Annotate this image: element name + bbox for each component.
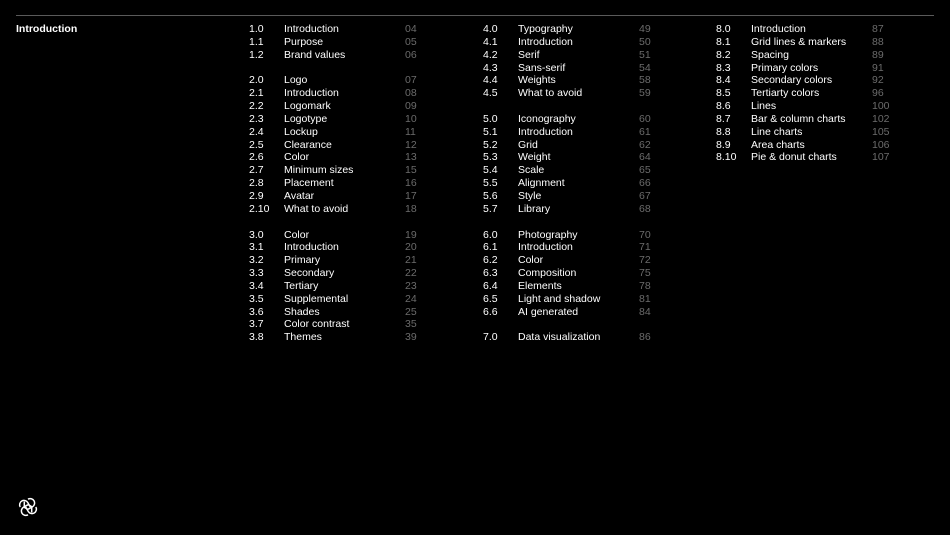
toc-entry[interactable] (249, 49, 429, 62)
toc-entry-label: Line charts (751, 125, 803, 138)
toc-entry-label: Color (284, 228, 310, 241)
toc-entry-number: 2.0 (249, 74, 264, 87)
toc-entry-page: 84 (639, 305, 651, 318)
toc-entry-page: 81 (639, 292, 651, 305)
toc-entry-number: 2.9 (249, 189, 264, 202)
toc-entry-label: Logomark (284, 100, 331, 113)
toc-entry-number: 8.0 (716, 23, 731, 35)
toc-entry-number: 2.7 (249, 164, 264, 177)
toc-entry[interactable] (249, 254, 429, 267)
toc-entry-page: 60 (639, 112, 651, 125)
toc-entry[interactable] (249, 267, 429, 280)
toc-entry-page: 67 (639, 189, 651, 202)
toc-entry-label: What to avoid (518, 87, 583, 100)
toc-entry-label: Lines (751, 100, 777, 113)
toc-column-3 (716, 23, 896, 164)
toc-entry-label: Iconography (518, 112, 576, 125)
toc-entry-number: 1.2 (249, 48, 264, 61)
toc-entry[interactable] (716, 100, 896, 113)
toc-entry-label: Placement (284, 177, 334, 190)
toc-entry-page: 19 (405, 228, 417, 241)
toc-entry-label: AI generated (518, 305, 579, 318)
toc-entry-number: 2.8 (249, 177, 264, 190)
toc-entry-label: Pie & donut charts (751, 151, 837, 164)
top-rule (16, 15, 934, 16)
toc-entry-number: 5.3 (483, 151, 498, 164)
toc-entry-label: Style (518, 189, 542, 202)
toc-entry-number: 3.3 (249, 267, 264, 280)
toc-entry-label: Clearance (284, 138, 332, 151)
toc-entry-page: 10 (405, 112, 417, 125)
section-gap (249, 216, 429, 229)
toc-entry[interactable] (249, 36, 429, 49)
toc-entry-number: 6.0 (483, 228, 498, 241)
toc-entry-number: 5.4 (483, 164, 498, 177)
section-gap (483, 318, 663, 331)
toc-entry-page: 18 (405, 202, 417, 215)
toc-entry[interactable] (716, 49, 896, 62)
toc-entry-label: Introduction (518, 35, 573, 48)
toc-entry-number: 5.0 (483, 112, 498, 125)
toc-entry[interactable] (716, 139, 896, 152)
toc-entry-number: 8.6 (716, 100, 731, 113)
toc-entry[interactable] (483, 293, 663, 306)
toc-entry[interactable] (483, 203, 663, 216)
section-title: Introduction (16, 23, 78, 35)
toc-entry[interactable] (249, 177, 429, 190)
toc-entry-page: 08 (405, 87, 417, 100)
toc-entry-number: 2.6 (249, 151, 264, 164)
toc-entry-page: 24 (405, 292, 417, 305)
toc-entry-number: 3.1 (249, 241, 264, 254)
toc-entry-page: 62 (639, 138, 651, 151)
toc-entry-label: Spacing (751, 48, 789, 61)
toc-entry[interactable] (483, 23, 663, 36)
toc-entry-label: Primary (284, 254, 321, 267)
toc-entry[interactable] (249, 318, 429, 331)
toc-entry-page: 23 (405, 279, 417, 292)
toc-entry-page: 50 (639, 35, 651, 48)
toc-entry[interactable] (483, 74, 663, 87)
toc-entry-number: 8.7 (716, 112, 731, 125)
toc-entry[interactable] (716, 23, 896, 36)
toc-entry-label: What to avoid (284, 202, 349, 215)
toc-entry-label: Tertiary (284, 279, 319, 292)
toc-entry-number: 8.5 (716, 87, 731, 100)
toc-entry[interactable] (483, 87, 663, 100)
toc-entry[interactable] (716, 113, 896, 126)
toc-entry-number: 7.0 (483, 331, 498, 344)
section-gap (483, 100, 663, 113)
toc-entry-page: 72 (639, 254, 651, 267)
toc-entry-page: 11 (405, 125, 416, 138)
toc-entry-number: 6.3 (483, 267, 498, 280)
toc-entry-page: 16 (405, 177, 417, 190)
toc-entry-page: 20 (405, 241, 417, 254)
toc-entry[interactable] (249, 190, 429, 203)
toc-entry-label: Typography (518, 23, 573, 35)
toc-entry[interactable] (249, 100, 429, 113)
toc-entry[interactable] (249, 139, 429, 152)
toc-entry[interactable] (483, 139, 663, 152)
toc-entry-page: 07 (405, 74, 417, 87)
toc-entry-page: 58 (639, 74, 651, 87)
toc-entry[interactable] (483, 151, 663, 164)
toc-entry-label: Introduction (284, 23, 339, 35)
toc-entry-page: 75 (639, 267, 651, 280)
toc-entry-number: 8.2 (716, 48, 731, 61)
toc-entry[interactable] (249, 293, 429, 306)
toc-entry-label: Introduction (284, 241, 339, 254)
toc-entry-number: 3.4 (249, 279, 264, 292)
toc-entry-number: 5.7 (483, 202, 498, 215)
toc-entry-label: Color (518, 254, 544, 267)
toc-entry-number: 8.8 (716, 125, 731, 138)
toc-entry-page: 91 (872, 61, 884, 74)
toc-entry-label: Elements (518, 279, 562, 292)
toc-entry-page: 66 (639, 177, 651, 190)
toc-entry-number: 3.8 (249, 331, 264, 344)
section-gap (483, 216, 663, 229)
toc-entry[interactable] (483, 62, 663, 75)
toc-entry-page: 15 (405, 164, 417, 177)
toc-entry-number: 3.7 (249, 318, 264, 331)
toc-entry-page: 61 (639, 125, 651, 138)
toc-entry[interactable] (249, 203, 429, 216)
toc-entry-number: 3.6 (249, 305, 264, 318)
toc-entry[interactable] (483, 331, 663, 344)
toc-entry-page: 04 (405, 23, 417, 35)
toc-entry[interactable] (483, 190, 663, 203)
toc-entry-number: 8.9 (716, 138, 731, 151)
toc-entry-label: Shades (284, 305, 320, 318)
toc-entry-label: Library (518, 202, 551, 215)
toc-entry-label: Purpose (284, 35, 324, 48)
toc-entry-number: 6.6 (483, 305, 498, 318)
toc-entry-page: 12 (405, 138, 417, 151)
toc-entry-page: 39 (405, 331, 417, 344)
toc-entry-page: 22 (405, 267, 417, 280)
toc-column-2 (483, 23, 663, 344)
toc-entry-page: 107 (872, 151, 890, 164)
toc-entry[interactable] (483, 177, 663, 190)
toc-entry-label: Tertiarty colors (751, 87, 820, 100)
toc-entry-label: Themes (284, 331, 322, 344)
toc-entry-number: 5.5 (483, 177, 498, 190)
toc-entry-label: Introduction (284, 87, 339, 100)
toc-entry-page: 78 (639, 279, 651, 292)
toc-entry[interactable] (249, 280, 429, 293)
toc-entry-number: 2.1 (249, 87, 264, 100)
toc-entry-label: Secondary colors (751, 74, 833, 87)
toc-entry-number: 5.2 (483, 138, 498, 151)
toc-entry-page: 65 (639, 164, 651, 177)
toc-entry[interactable] (483, 126, 663, 139)
toc-entry[interactable] (249, 113, 429, 126)
toc-entry-label: Logotype (284, 112, 328, 125)
toc-entry[interactable] (483, 164, 663, 177)
toc-entry-number: 4.3 (483, 61, 498, 74)
toc-entry[interactable] (249, 164, 429, 177)
toc-entry-page: 70 (639, 228, 651, 241)
toc-entry[interactable] (483, 280, 663, 293)
toc-entry-label: Color contrast (284, 318, 350, 331)
toc-entry-number: 2.5 (249, 138, 264, 151)
toc-entry-page: 96 (872, 87, 884, 100)
toc-entry[interactable] (249, 241, 429, 254)
toc-entry[interactable] (716, 36, 896, 49)
toc-entry[interactable] (483, 306, 663, 319)
toc-entry-label: Alignment (518, 177, 565, 190)
toc-entry-number: 4.0 (483, 23, 498, 35)
toc-entry-page: 89 (872, 48, 884, 61)
toc-entry-page: 88 (872, 35, 884, 48)
toc-entry-label: Introduction (518, 125, 573, 138)
toc-entry-number: 4.2 (483, 48, 498, 61)
toc-entry-label: Scale (518, 164, 545, 177)
toc-entry-label: Photography (518, 228, 578, 241)
toc-entry-page: 25 (405, 305, 417, 318)
toc-entry-page: 68 (639, 202, 651, 215)
toc-entry-label: Supplemental (284, 292, 349, 305)
toc-entry-page: 100 (872, 100, 890, 113)
toc-entry-label: Secondary (284, 267, 335, 280)
toc-entry-number: 2.10 (249, 202, 270, 215)
toc-entry-number: 6.4 (483, 279, 498, 292)
toc-entry-number: 3.0 (249, 228, 264, 241)
toc-entry-label: Introduction (751, 23, 806, 35)
toc-entry-number: 4.1 (483, 35, 498, 48)
toc-entry-label: Color (284, 151, 310, 164)
toc-entry-number: 8.1 (716, 35, 731, 48)
toc-entry-label: Logo (284, 74, 308, 87)
toc-entry-label: Weights (518, 74, 556, 87)
toc-entry-number: 6.2 (483, 254, 498, 267)
toc-entry[interactable] (716, 151, 896, 164)
toc-entry-label: Grid (518, 138, 538, 151)
toc-entry[interactable] (483, 254, 663, 267)
toc-entry-page: 35 (405, 318, 417, 331)
toc-entry[interactable] (249, 87, 429, 100)
toc-entry[interactable] (716, 126, 896, 139)
toc-entry-number: 6.1 (483, 241, 498, 254)
toc-entry-number: 1.0 (249, 23, 264, 35)
toc-entry-label: Composition (518, 267, 577, 280)
toc-entry-page: 54 (639, 61, 651, 74)
toc-entry[interactable] (716, 62, 896, 75)
toc-entry-number: 6.5 (483, 292, 498, 305)
toc-entry[interactable] (483, 113, 663, 126)
toc-entry-page: 17 (405, 189, 417, 202)
section-gap (249, 62, 429, 75)
toc-entry[interactable] (483, 36, 663, 49)
toc-entry[interactable] (249, 23, 429, 36)
toc-entry-label: Serif (518, 48, 540, 61)
toc-entry[interactable] (249, 229, 429, 242)
toc-entry-label: Weight (518, 151, 551, 164)
toc-entry-number: 1.1 (249, 35, 264, 48)
toc-entry-page: 105 (872, 125, 890, 138)
toc-entry-number: 4.4 (483, 74, 498, 87)
toc-entry-number: 8.4 (716, 74, 731, 87)
toc-entry-page: 13 (405, 151, 417, 164)
toc-entry[interactable] (249, 151, 429, 164)
toc-entry-number: 2.3 (249, 112, 264, 125)
toc-entry-page: 09 (405, 100, 417, 113)
toc-entry-number: 3.2 (249, 254, 264, 267)
toc-entry-page: 05 (405, 35, 417, 48)
toc-entry[interactable] (483, 229, 663, 242)
toc-entry-page: 51 (639, 48, 651, 61)
toc-entry-page: 86 (639, 331, 651, 344)
toc-entry[interactable] (716, 87, 896, 100)
toc-entry[interactable] (249, 306, 429, 319)
toc-entry[interactable] (483, 49, 663, 62)
toc-entry-label: Grid lines & markers (751, 35, 847, 48)
toc-entry-label: Lockup (284, 125, 318, 138)
toc-entry[interactable] (249, 74, 429, 87)
toc-entry-number: 5.1 (483, 125, 498, 138)
toc-entry-page: 49 (639, 23, 651, 35)
toc-entry-page: 59 (639, 87, 651, 100)
toc-entry-page: 71 (639, 241, 651, 254)
toc-entry-number: 3.5 (249, 292, 264, 305)
toc-entry-page: 92 (872, 74, 884, 87)
toc-entry-label: Avatar (284, 189, 315, 202)
toc-entry[interactable] (249, 331, 429, 344)
toc-entry-label: Primary colors (751, 61, 819, 74)
toc-entry-number: 4.5 (483, 87, 498, 100)
toc-entry-page: 102 (872, 112, 890, 125)
toc-entry-page: 64 (639, 151, 651, 164)
toc-entry-page: 06 (405, 48, 417, 61)
toc-entry-page: 21 (405, 254, 417, 267)
toc-entry[interactable] (483, 267, 663, 280)
toc-entry-page: 106 (872, 138, 890, 151)
toc-entry-label: Brand values (284, 48, 346, 61)
toc-entry-label: Data visualization (518, 331, 601, 344)
openai-knot-icon (16, 495, 40, 519)
toc-entry-label: Area charts (751, 138, 805, 151)
toc-entry[interactable] (716, 74, 896, 87)
toc-entry-label: Minimum sizes (284, 164, 354, 177)
toc-entry-label: Bar & column charts (751, 112, 846, 125)
toc-entry-number: 5.6 (483, 189, 498, 202)
toc-column-1 (249, 23, 429, 344)
toc-entry-number: 2.2 (249, 100, 264, 113)
toc-entry-number: 8.3 (716, 61, 731, 74)
toc-entry-label: Introduction (518, 241, 573, 254)
toc-entry-label: Light and shadow (518, 292, 601, 305)
toc-entry-number: 2.4 (249, 125, 264, 138)
toc-entry-label: Sans-serif (518, 61, 566, 74)
toc-entry[interactable] (249, 126, 429, 139)
toc-entry-number: 8.10 (716, 151, 737, 164)
toc-entry[interactable] (483, 241, 663, 254)
toc-entry-page: 87 (872, 23, 884, 35)
